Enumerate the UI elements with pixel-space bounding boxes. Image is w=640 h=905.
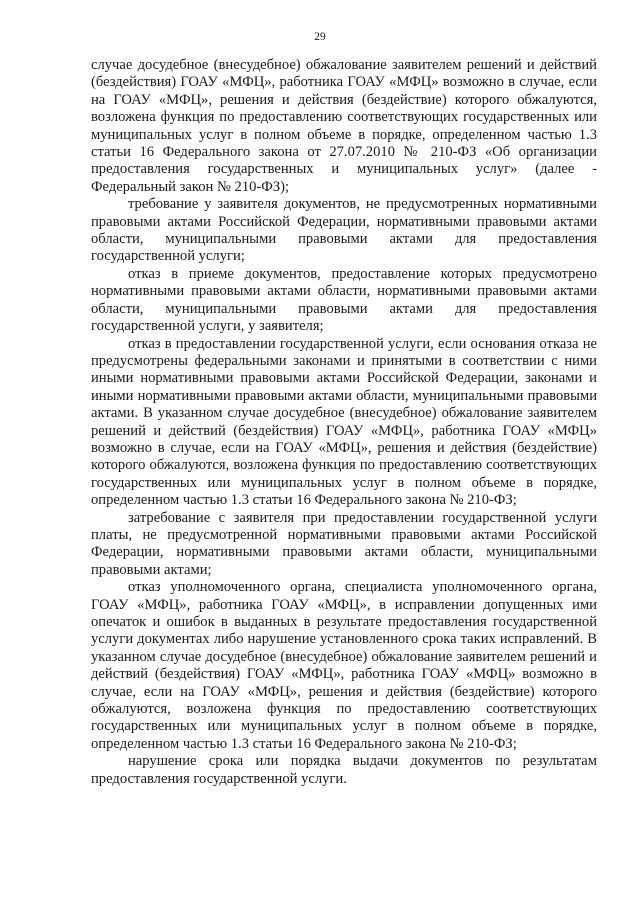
- paragraph-fee-demand: затребование с заявителя при предоставлении государственной услуги платы, не предусмотренной нормативными правовыми актами Российской Федерации, нормативными правовыми актами области, муниципальными правовыми актами;: [91, 509, 597, 578]
- paragraph-refusal-to-accept: отказ в приеме документов, предоставление которых предусмотрено нормативными правовыми актами области, нормативными правовыми актами области, муниципальными правовыми актами для предоставления государственной услуги, у заявителя;: [91, 265, 597, 335]
- paragraph-correction-refusal: отказ уполномоченного органа, специалиста уполномоченного органа, ГОАУ «МФЦ», работника ГОАУ «МФЦ», в исправлении допущенных ими опечаток и ошибок в выданных в результате предоставления государственной услуги документах либо нарушение установленного срока таких исправлений. В указанном случае досудебное (внесудебное) обжалование заявителем решений и действий (бездействия) ГОАУ «МФЦ», работника ГОАУ «МФЦ» возможно в случае, если на ГОАУ «МФЦ», решения и действия (бездействие) которого обжалуются, возложена функция по предоставлению соответствующих государственных или муниципальных услуг в полном объеме в порядке, определенном частью 1.3 статьи 16 Федерального закона № 210-ФЗ;: [91, 579, 597, 752]
- paragraph-document-requirement: требование у заявителя документов, не предусмотренных нормативными правовыми актами Российской Федерации, нормативными правовыми актами области, муниципальными правовыми актами для предоставления государственной услуги;: [91, 196, 597, 265]
- paragraph-continuation: случае досудебное (внесудебное) обжалование заявителем решений и действий (бездействия) ГОАУ «МФЦ», работника ГОАУ «МФЦ» возможно в случае, если на ГОАУ «МФЦ», решения и действия (бездействие) которого обжалуются, возложена функция по предоставлению соответствующих государственных или муниципальных услуг в полном объеме в порядке, определенном частью 1.3 статьи 16 Федерального закона от 27.07.2010 № 210-ФЗ «Об организации предоставления государственных и муниципальных услуг» (далее - Федеральный закон № 210-ФЗ);: [91, 57, 597, 195]
- paragraph-refusal-of-service: отказ в предоставлении государственной услуги, если основания отказа не предусмотрены федеральными законами и принятыми в соответствии с ними иными нормативными правовыми актами Российской Федерации, законами и иными нормативными правовыми актами области, муниципальными правовыми актами. В указанном случае досудебное (внесудебное) обжалование заявителем решений и действий (бездействия) ГОАУ «МФЦ», работника ГОАУ «МФЦ» возможно в случае, если на ГОАУ «МФЦ», решения и действия (бездействие) которого обжалуются, возложена функция по предоставлению соответствующих государственных или муниципальных услуг в полном объеме в порядке, определенном частью 1.3 статьи 16 Федерального закона № 210-ФЗ;: [91, 335, 597, 509]
- document-body: [91, 57, 597, 788]
- paragraph-issuance-violation: нарушение срока или порядка выдачи документов по результатам предоставления государственной услуги.: [91, 753, 597, 787]
- page-number: 29: [314, 31, 326, 43]
